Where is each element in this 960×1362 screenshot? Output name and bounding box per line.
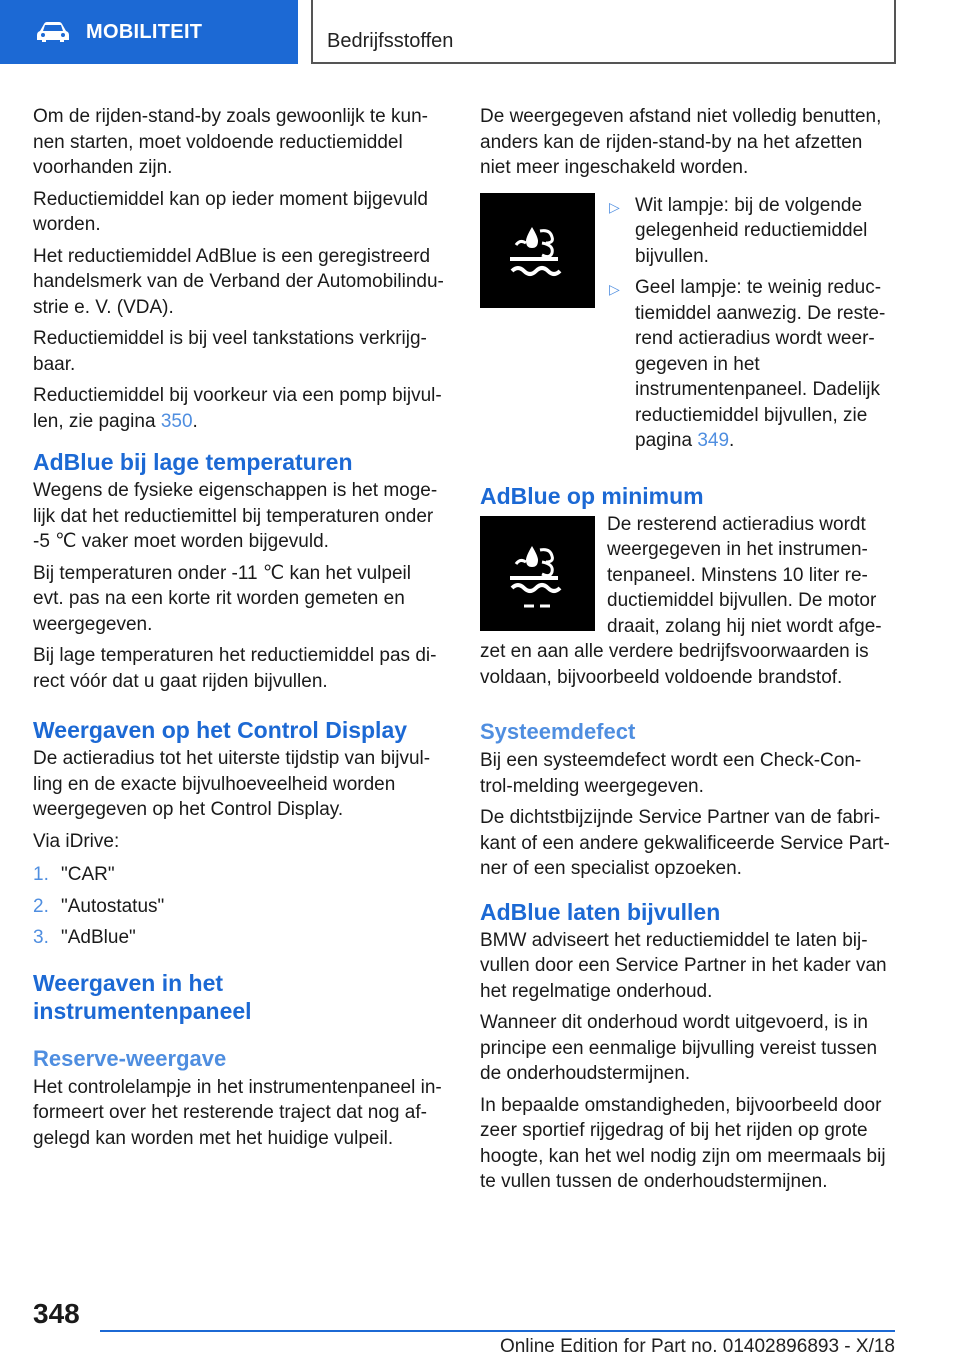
list-item bbox=[609, 275, 892, 454]
paragraph-text: Reductiemiddel bij voorkeur via een pomp bijvul-len, zie pagina bbox=[33, 385, 442, 432]
section-box bbox=[311, 0, 896, 64]
paragraph: Reductiemiddel is bij veel tankstations verkrijg-baar. bbox=[33, 328, 427, 375]
paragraph: Om de rijden-stand-by zoals gewoonlijk te kun-nen starten, moet voldoende reductiemiddel voorhanden zijn. bbox=[33, 106, 428, 178]
heading-adblue-minimum: AdBlue op minimum bbox=[480, 482, 704, 509]
page-link-349[interactable]: 349 bbox=[697, 430, 730, 451]
car-icon bbox=[36, 21, 70, 43]
paragraph: Het controlelampje in het instrumentenpaneel in-formeert over het resterende traject dat nog af-gelegd kan worden met het huidige vulpeil. bbox=[33, 1076, 442, 1149]
heading-adblue-refill: AdBlue laten bijvullen bbox=[480, 898, 721, 925]
paragraph: Wegens de fysieke eigenschappen is het moge-lijk dat het reductiemittel bij temperaturen onder -5 ℃ vaker moet worden bijgevuld. bbox=[33, 480, 438, 552]
step-number: 3. bbox=[33, 927, 49, 948]
paragraph: Bij lage temperaturen het reductiemiddel pas di-rect vóór dat u gaat rijden bijvullen. bbox=[33, 645, 437, 692]
list-item bbox=[609, 193, 892, 270]
heading-instrument-panel: Weergaven in het instrumentenpaneel bbox=[33, 969, 252, 1024]
footer-divider bbox=[100, 1330, 895, 1332]
step-text: "CAR" bbox=[61, 864, 115, 885]
paragraph: Via iDrive: bbox=[33, 830, 120, 852]
paragraph: Bij een systeemdefect wordt een Check-Con-trol-melding weergegeven. bbox=[480, 750, 862, 797]
edition-note: Online Edition for Part no. 01402896893 - X/18 bbox=[499, 1336, 895, 1357]
chapter-label: MOBILITEIT bbox=[86, 20, 203, 43]
list-item bbox=[33, 894, 446, 920]
page-link-350[interactable]: 350 bbox=[160, 410, 193, 432]
heading-system-defect: Systeemdefect bbox=[480, 719, 636, 744]
paragraph: BMW adviseert het reductiemiddel te laten bij-vullen door een Service Partner in het kader van het regelmatige onderhoud. bbox=[480, 929, 887, 1002]
heading-low-temperatures: AdBlue bij lage temperaturen bbox=[33, 449, 353, 475]
adblue-minimum-lamp-icon bbox=[480, 516, 595, 631]
paragraph: De dichtstbijzijnde Service Partner van de fabri-kant of een andere gekwalificeerde Service Part-ner of een specialist opzoeken. bbox=[480, 807, 890, 879]
heading-control-display: Weergaven op het Control Display bbox=[33, 717, 408, 743]
paragraph: De resterend actieradius wordt weergegeven in het instrumen-tenpaneel. Minstens 10 liter re-ductiemiddel bijvullen. De motor draait, zolang hij niet wordt afge-zet en aan alle verdere bedrijfsvoorwaarden is voldaan, bijvoorbeeld voldoende brandstof. bbox=[480, 513, 882, 688]
step-number: 1. bbox=[33, 864, 49, 885]
bullet-text-body: Geel lampje: te weinig reduc-tiemiddel aanwezig. De reste-rend actieradius wordt weer-gegeven in het instrumentenpaneel. Dadelijk reductiemiddel bijvullen, zie pagina bbox=[635, 277, 886, 451]
bullet-text bbox=[635, 275, 892, 454]
minimum-block bbox=[480, 512, 892, 697]
step-text: "Autostatus" bbox=[61, 895, 165, 917]
paragraph bbox=[33, 383, 446, 434]
lamp-block bbox=[480, 193, 892, 460]
paragraph: De actieradius tot het uiterste tijdstip van bijvul-ling en de exacte bijvulhoeveelheid worden weergegeven op het Control Display. bbox=[33, 748, 431, 820]
left-column bbox=[33, 104, 446, 1157]
paragraph: Het reductiemiddel AdBlue is een geregistreerd handelsmerk van de Verband der Automobilindu-strie e. V. (VDA). bbox=[33, 245, 444, 318]
list-item bbox=[33, 862, 446, 888]
page-header bbox=[0, 0, 960, 66]
heading-reserve: Reserve-weergave bbox=[33, 1045, 227, 1071]
paragraph: De weergegeven afstand niet volledig benutten, anders kan de rijden-stand-by na het afzetten niet meer ingeschakeld worden. bbox=[480, 106, 882, 178]
paragraph: In bepaalde omstandigheden, bijvoorbeeld door zeer sportief rijgedrag of bij het rijden op grote hoogte, kan het wel nodig zijn om meermaals bij te vullen tussen de onderhoudstermijnen. bbox=[480, 1094, 886, 1192]
step-text: "AdBlue" bbox=[61, 927, 136, 948]
step-number: 2. bbox=[33, 895, 49, 917]
bullet-triangle-icon: ▷ bbox=[609, 198, 620, 215]
bullet-text: Wit lampje: bij de volgende gelegenheid reductiemiddel bijvullen. bbox=[635, 194, 868, 267]
lamp-explanations bbox=[609, 193, 892, 460]
paragraph-end: . bbox=[192, 410, 198, 432]
paragraph: Reductiemiddel kan op ieder moment bijgevuld worden. bbox=[33, 188, 429, 235]
paragraph: Bij temperaturen onder -11 ℃ kan het vulpeil evt. pas na een korte rit worden gemeten en weergegeven. bbox=[33, 562, 411, 635]
paragraph: Wanneer dit onderhoud wordt uitgevoerd, is in principe een eenmalige bijvulling vereist tussen de onderhoudstermijnen. bbox=[480, 1012, 878, 1084]
right-column bbox=[480, 104, 892, 1201]
section-title: Bedrijfsstoffen bbox=[327, 30, 454, 52]
adblue-warning-lamp-icon bbox=[480, 193, 595, 308]
bullet-triangle-icon: ▷ bbox=[609, 281, 620, 297]
bullet-text-end: . bbox=[729, 430, 735, 451]
page-number: 348 bbox=[33, 1298, 80, 1329]
list-item bbox=[33, 925, 446, 951]
idrive-steps bbox=[33, 862, 446, 951]
chapter-tab bbox=[0, 0, 298, 64]
